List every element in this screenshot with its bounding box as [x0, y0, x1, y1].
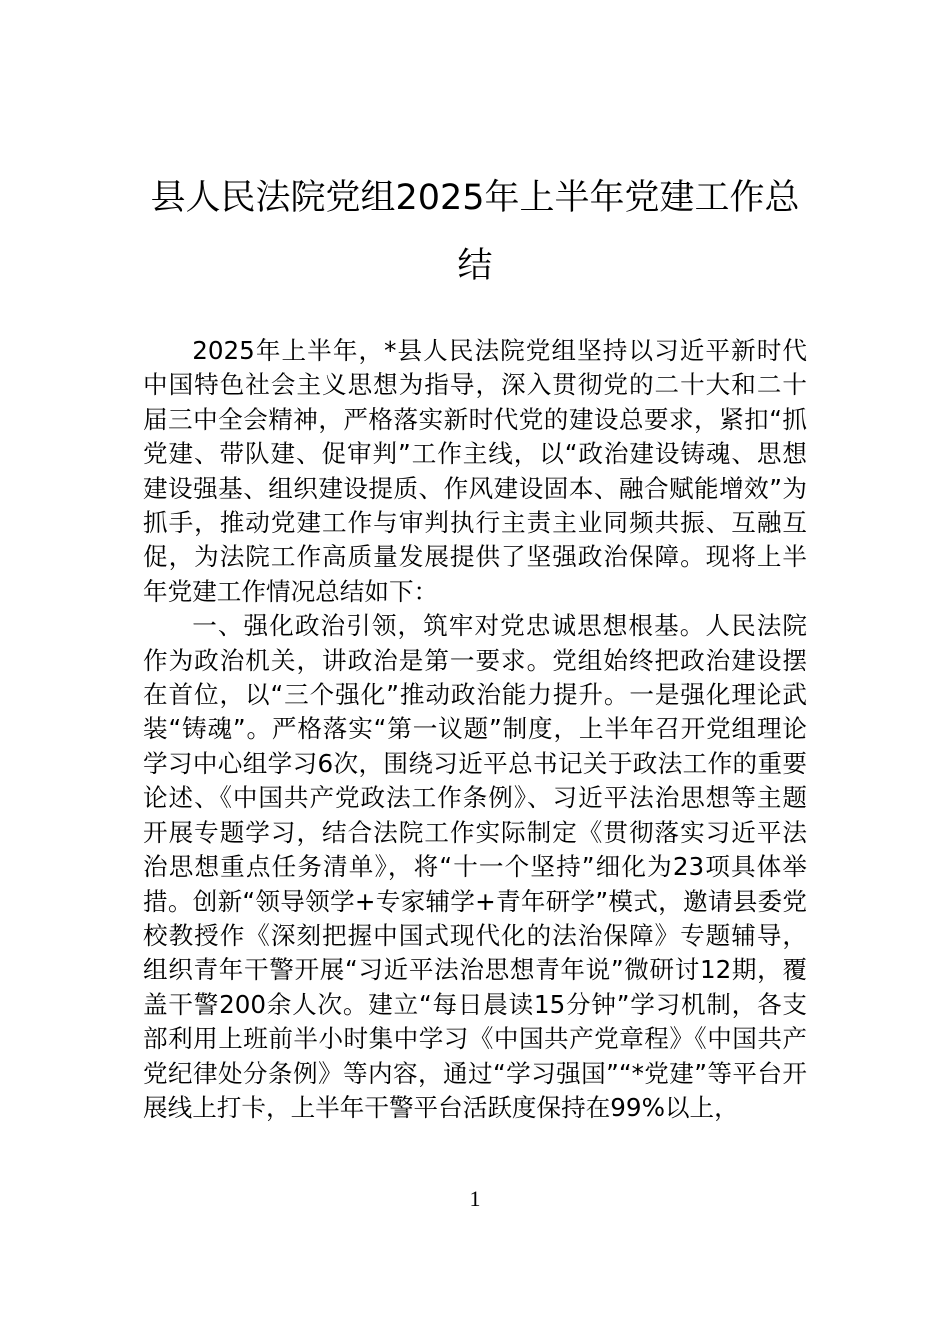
document-title: 县人民法院党组2025年上半年党建工作总结 [150, 178, 800, 286]
intro-paragraph: 2025年上半年，*县人民法院党组坚持以习近平新时代中国特色社会主义思想为指导，深入贯彻党的二十大和二十届三中全会精神，严格落实新时代党的建设总要求，紧扣“抓党建、带队建、促审判”工作主线，以“政治建设铸魂、思想建设强基、组织建设提质、作风建设固本、融合赋能增效”为抓手，推动党建工作与审判执行主责主业同频共振、互融互促，为法院工作高质量发展提供了坚强政治保障。现将上半年党建工作情况总结如下： [143, 336, 807, 606]
document-body [143, 334, 807, 1125]
page-number: 1 [469, 1186, 481, 1211]
section-one-paragraph: 一、强化政治引领，筑牢对党忠诚思想根基。人民法院作为政治机关，讲政治是第一要求。党组始终把政治建设摆在首位，以“三个强化”推动政治能力提升。一是强化理论武装“铸魂”。严格落实“第一议题”制度，上半年召开党组理论学习中心组学习6次，围绕习近平总书记关于政法工作的重要论述、《中国共产党政法工作条例》、习近平法治思想等主题开展专题学习，结合法院工作实际制定《贯彻落实习近平法治思想重点任务清单》，将“十一个坚持”细化为23项具体举措。创新“领导领学+专家辅学+青年研学”模式，邀请县委党校教授作《深刻把握中国式现代化的法治保障》专题辅导，组织青年干警开展“习近平法治思想青年说”微研讨12期，覆盖干警200余人次。建立“每日晨读15分钟”学习机制，各支部利用上班前半小时集中学习《中国共产党章程》《中国共产党纪律处分条例》等内容，通过“学习强国”“*党建”等平台开展线上打卡，上半年干警平台活跃度保持在99%以上， [143, 611, 807, 1122]
